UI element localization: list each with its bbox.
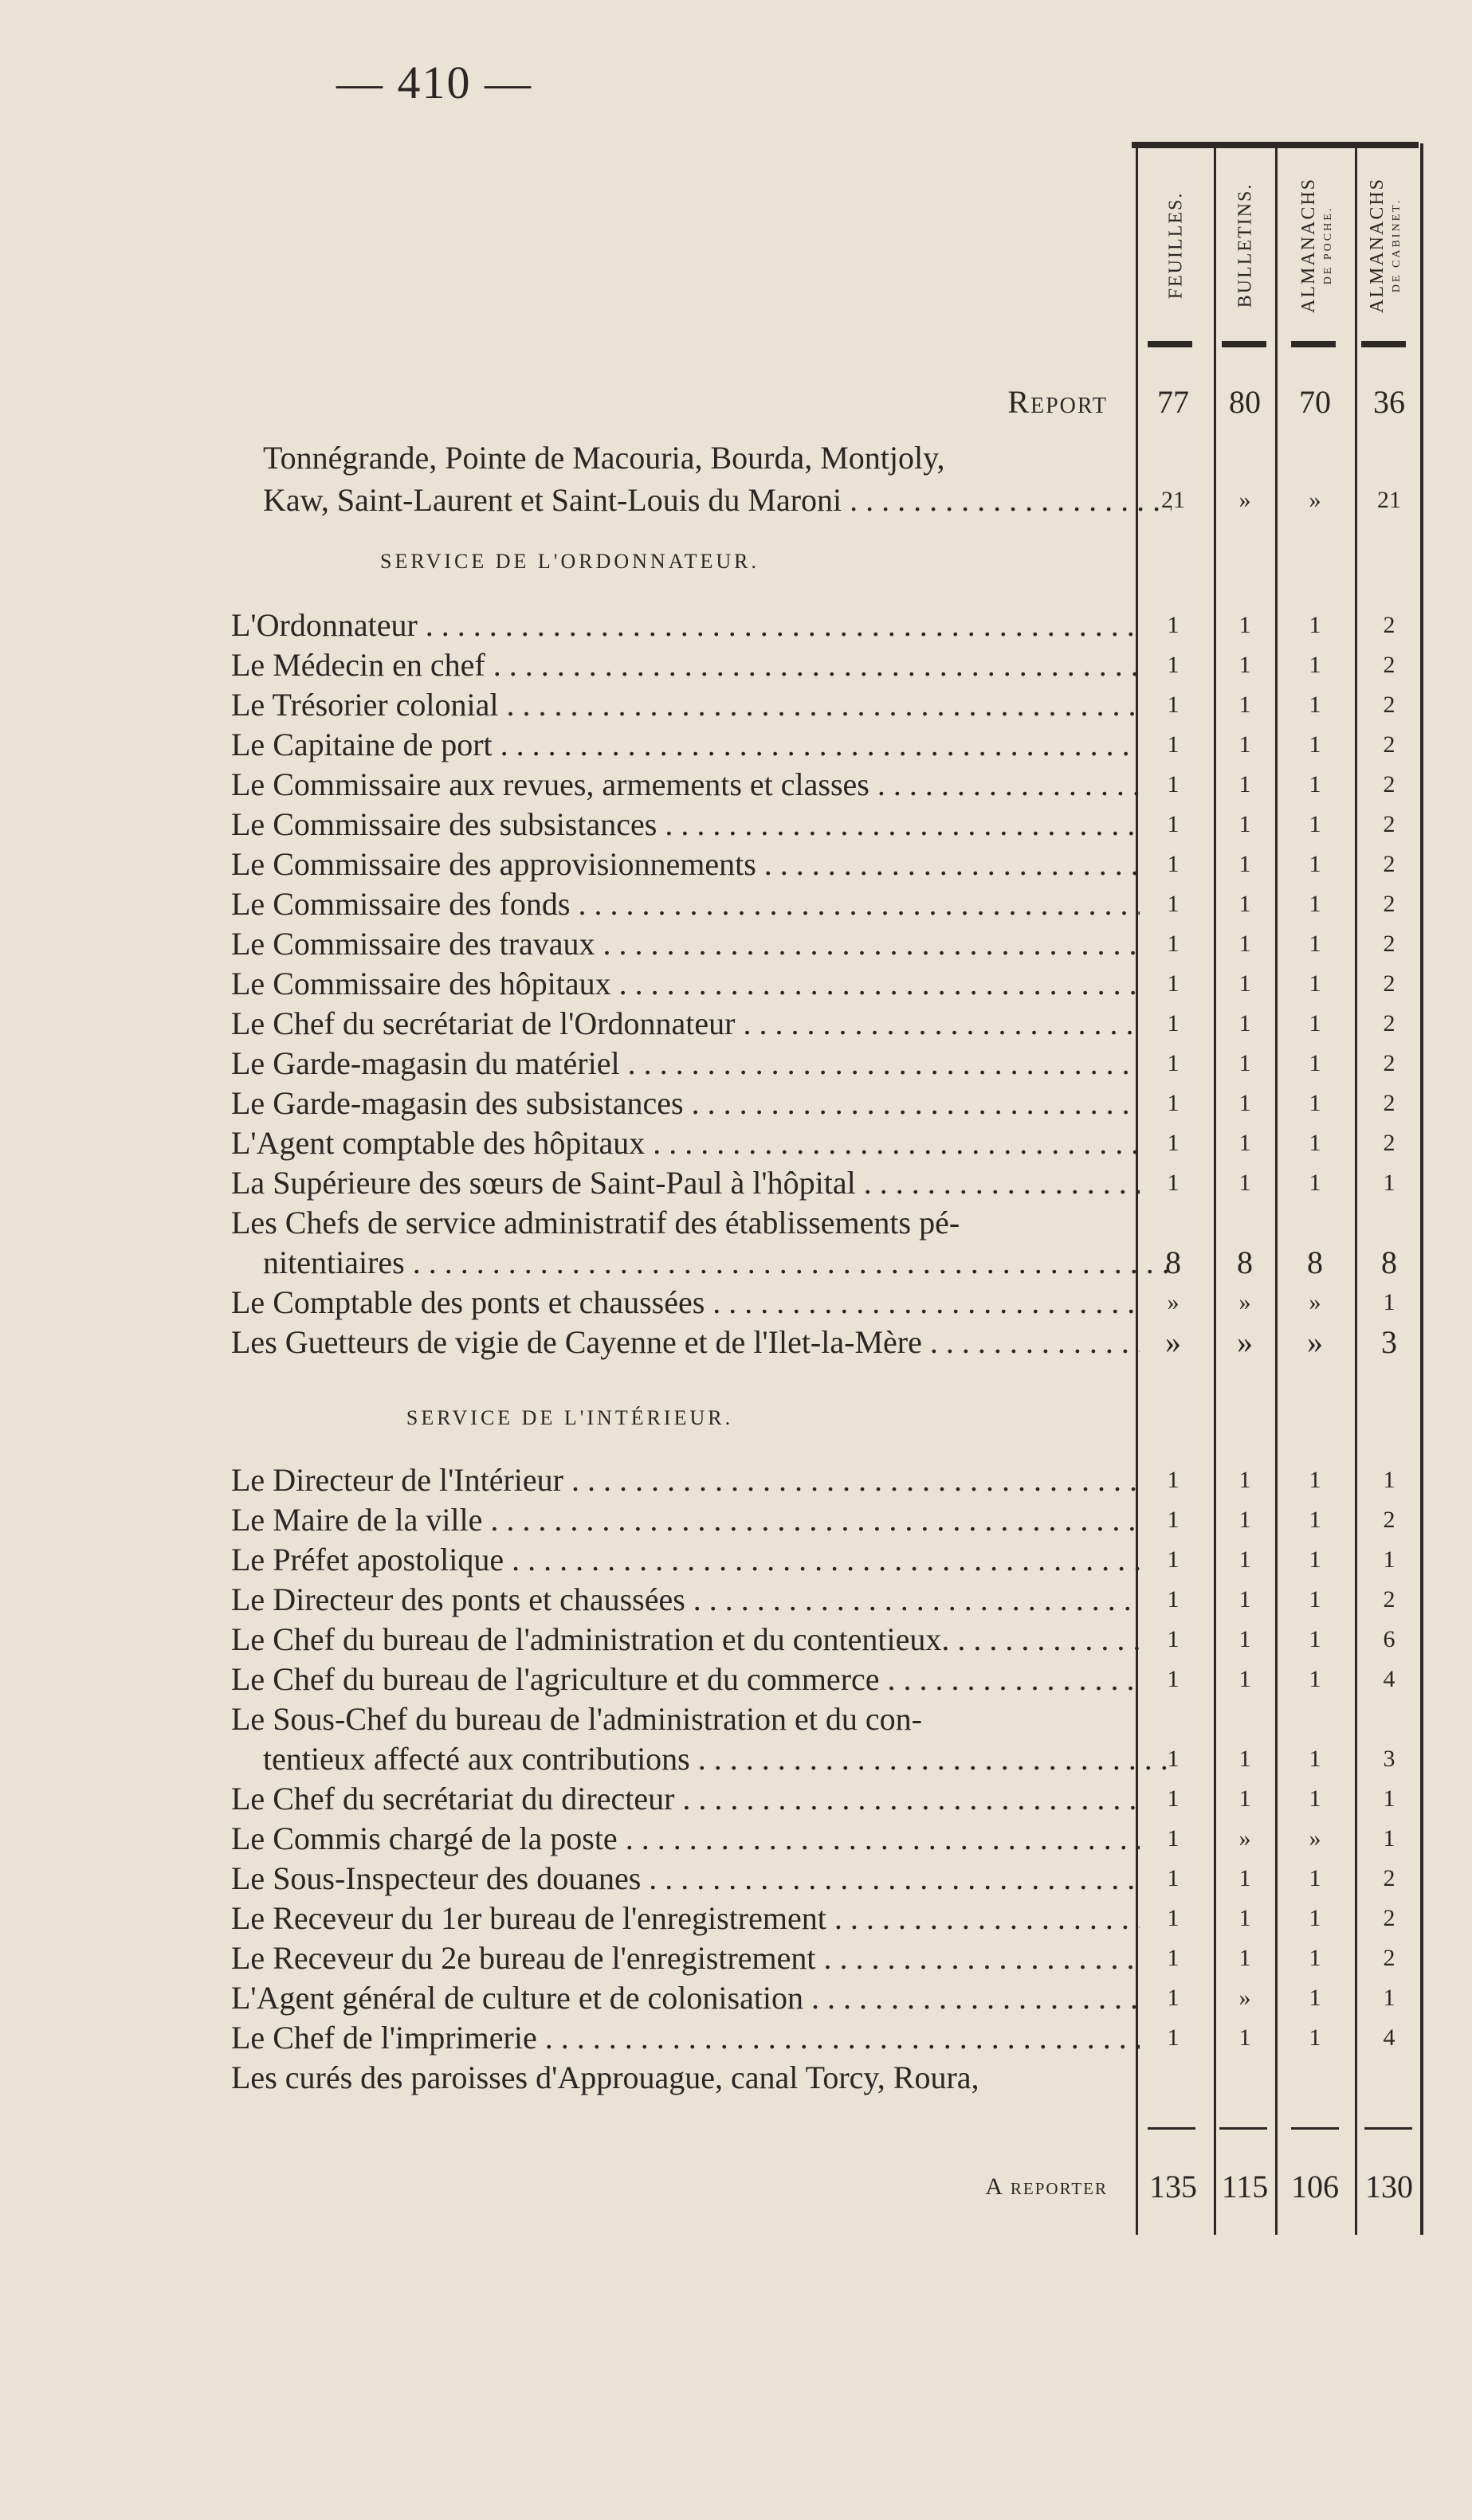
table-cell: » (1309, 1825, 1321, 1852)
row-label: L'Ordonnateur . . . (231, 606, 1140, 645)
table-cell: » (1238, 1825, 1251, 1852)
row-label: La Supérieure des sœurs de Saint-Paul à l'hôpital . . . (231, 1163, 1140, 1203)
row-label: Le Directeur des ponts et chaussées . . . (231, 1580, 1140, 1620)
table-cell: 1 (1309, 891, 1321, 917)
column-header-feuilles: FEUILLES. (1165, 191, 1187, 299)
report-label: Report (1007, 384, 1108, 420)
header-bar (1222, 341, 1266, 347)
row-label: Le Chef du bureau de l'administration et du contentieux. . . . (231, 1620, 1140, 1660)
row-label: Le Chef du bureau de l'agriculture et du commerce . . . (231, 1660, 1140, 1699)
table-cell: 1 (1238, 652, 1251, 678)
header-bar (1291, 341, 1336, 347)
row-label: Les Chefs de service administratif des établissements pé- (231, 1205, 960, 1240)
table-cell: 1 (1238, 1945, 1251, 1971)
table-cell: 1 (1238, 1467, 1251, 1493)
table-cell: 1 (1238, 1546, 1251, 1573)
row-label: Le Médecin en chef . . . (231, 645, 1140, 685)
row-label: Le Chef du secrétariat de l'Ordonnateur . . . (231, 1004, 1140, 1044)
table-cell: 2 (1383, 1945, 1395, 1971)
table-cell: 1 (1309, 1130, 1321, 1156)
table-cell: 1 (1383, 1546, 1395, 1573)
table-cell: 1 (1167, 1090, 1180, 1116)
table-cell: 1 (1238, 1785, 1251, 1812)
table-cell: 1 (1383, 1785, 1395, 1812)
table-cell: 1 (1383, 1170, 1395, 1196)
table-cell: 1 (1238, 851, 1251, 877)
table-cell: 1 (1309, 851, 1321, 877)
table-cell: 1 (1167, 771, 1180, 798)
table-cell: 1 (1238, 1626, 1251, 1652)
table-cell: 1 (1167, 1586, 1180, 1613)
table-cell: 1 (1309, 1050, 1321, 1076)
table-cell: 3 (1381, 1324, 1397, 1360)
row-label: Le Préfet apostolique . . . (231, 1540, 1140, 1580)
header-bar (1148, 341, 1192, 347)
table-cell: 1 (1309, 1945, 1321, 1971)
row-label: Le Sous-Inspecteur des douanes . . . (231, 1859, 1140, 1899)
table-cell: 1 (1238, 692, 1251, 718)
row-label: Le Commissaire des hôpitaux . . . (231, 964, 1140, 1004)
section-title: SERVICE DE L'ORDONNATEUR. (380, 550, 760, 573)
table-cell: 2 (1383, 731, 1395, 758)
table-cell: 1 (1238, 970, 1251, 997)
table-cell: 1 (1167, 1626, 1180, 1652)
table-cell: 1 (1167, 1746, 1180, 1772)
table-cell: 4 (1383, 2024, 1395, 2051)
table-cell: 2 (1383, 811, 1395, 837)
table-cell: 1 (1309, 1170, 1321, 1196)
table-cell: 1 (1238, 891, 1251, 917)
table-cell: 4 (1383, 1666, 1395, 1692)
row-label: L'Agent général de culture et de colonisation . . . (231, 1978, 1140, 2018)
table-cell: » (1238, 1289, 1251, 1315)
table-cell: 1 (1238, 771, 1251, 798)
row-label: Le Trésorier colonial . . . (231, 685, 1140, 725)
table-cell: 2 (1383, 652, 1395, 678)
table-cell: 2 (1383, 1865, 1395, 1891)
table-cell: 1 (1238, 1905, 1251, 1931)
table-cell: 2 (1383, 612, 1395, 638)
table-cell: 8 (1381, 1244, 1397, 1280)
table-cell: 1 (1167, 1507, 1180, 1533)
table-cell: » (1237, 1324, 1253, 1360)
row-label: Le Chef du secrétariat du directeur . . . (231, 1779, 1140, 1819)
row-label: Le Sous-Chef du bureau de l'administration et du con- (231, 1701, 922, 1737)
table-cell: 1 (1309, 1507, 1321, 1533)
table-cell: 1 (1309, 2024, 1321, 2051)
table-cell: » (1238, 487, 1251, 513)
table-cell: 2 (1383, 692, 1395, 718)
table-cell: 1 (1238, 1090, 1251, 1116)
row-label: Le Directeur de l'Intérieur . . . (231, 1460, 1140, 1500)
table-cell: 1 (1309, 1090, 1321, 1116)
table-cell: 115 (1221, 2169, 1269, 2205)
table-cell: 1 (1167, 970, 1180, 997)
table-cell: 1 (1167, 1130, 1180, 1156)
table-cell: 1 (1167, 1985, 1180, 2011)
table-cell: 1 (1167, 1010, 1180, 1037)
table-cell: 8 (1237, 1244, 1253, 1280)
table-cell: 1 (1167, 2024, 1180, 2051)
table-cell: 1 (1167, 1467, 1180, 1493)
row-label: Le Commissaire des approvisionnements . . . (231, 845, 1140, 884)
table-cell: 1 (1309, 1666, 1321, 1692)
table-cell: 2 (1383, 1130, 1395, 1156)
table-cell: » (1165, 1324, 1181, 1360)
table-cell: 36 (1373, 384, 1405, 420)
table-cell: 1 (1309, 1865, 1321, 1891)
row-label: Tonnégrande, Pointe de Macouria, Bourda, Montjoly, (263, 440, 945, 476)
table-cell: 2 (1383, 1010, 1395, 1037)
table-cell: 1 (1383, 1825, 1395, 1852)
table-cell: 1 (1309, 970, 1321, 997)
table-cell: 1 (1383, 1985, 1395, 2011)
table-cell: 1 (1238, 2024, 1251, 2051)
table-cell: 1 (1238, 1050, 1251, 1076)
table-cell: 1 (1383, 1289, 1395, 1315)
table-cell: 1 (1167, 891, 1180, 917)
row-label: Le Garde-magasin du matériel . . . (231, 1044, 1140, 1084)
table-cell: 1 (1238, 1746, 1251, 1772)
table-cell: 1 (1309, 731, 1321, 758)
table-cell: 1 (1167, 731, 1180, 758)
table-cell: 6 (1383, 1626, 1395, 1652)
table-cell: 21 (1377, 487, 1401, 513)
page-number: — 410 — (336, 57, 532, 108)
table-cell: » (1307, 1324, 1323, 1360)
table-cell: 3 (1383, 1746, 1395, 1772)
table-cell: 1 (1309, 1905, 1321, 1931)
row-label: Kaw, Saint-Laurent et Saint-Louis du Maroni . . . (263, 480, 1172, 520)
sum-rule (1364, 2127, 1412, 2130)
table-cell: » (1238, 1985, 1251, 2011)
table-cell: 1 (1238, 1507, 1251, 1533)
table-cell: 21 (1161, 487, 1185, 513)
table-cell: 1 (1238, 1130, 1251, 1156)
sum-rule (1219, 2127, 1267, 2130)
table-cell: 1 (1167, 1785, 1180, 1812)
table-cell: 1 (1309, 1985, 1321, 2011)
row-label: Les curés des paroisses d'Approuague, canal Torcy, Roura, (231, 2060, 979, 2095)
table-cell: 1 (1238, 612, 1251, 638)
table-cell: 1 (1383, 1467, 1395, 1493)
table-cell: 1 (1309, 771, 1321, 798)
row-label: tentieux affecté aux contributions . . . (263, 1739, 1172, 1779)
table-cell: 1 (1309, 1785, 1321, 1812)
table-cell: 1 (1309, 692, 1321, 718)
table-cell: 2 (1383, 1905, 1395, 1931)
table-cell: 1 (1167, 1865, 1180, 1891)
table-cell: 2 (1383, 1050, 1395, 1076)
row-label: Le Commis chargé de la poste . . . (231, 1819, 1140, 1859)
table-cell: 77 (1157, 384, 1189, 420)
table-cell: 1 (1309, 931, 1321, 957)
row-label: Le Commissaire aux revues, armements et classes . . . (231, 765, 1140, 805)
row-label: L'Agent comptable des hôpitaux . . . (231, 1123, 1140, 1163)
table-cell: 1 (1167, 1666, 1180, 1692)
table-cell: 106 (1291, 2169, 1339, 2205)
table-cell: 1 (1238, 1010, 1251, 1037)
row-label: Le Receveur du 2e bureau de l'enregistrement . . . (231, 1938, 1140, 1978)
column-header-almanachs-cabinet: ALMANACHS DE CABINET. (1367, 177, 1403, 313)
table-cell: 1 (1167, 652, 1180, 678)
row-label: nitentiaires . . . (263, 1243, 1172, 1283)
sum-rule (1148, 2127, 1195, 2130)
header-bar (1361, 341, 1406, 347)
row-label: Le Capitaine de port . . . (231, 725, 1140, 765)
table-cell: 2 (1383, 851, 1395, 877)
table-cell: 1 (1167, 1050, 1180, 1076)
table-cell: 1 (1167, 851, 1180, 877)
row-label: Le Commissaire des fonds . . . (231, 884, 1140, 924)
table-cell: 1 (1309, 811, 1321, 837)
table-cell: 2 (1383, 1090, 1395, 1116)
table-cell: 8 (1307, 1244, 1323, 1280)
table-cell: 1 (1238, 1170, 1251, 1196)
table-cell: 1 (1238, 1666, 1251, 1692)
row-label: Le Comptable des ponts et chaussées . . . (231, 1283, 1140, 1323)
table-cell: 1 (1309, 1546, 1321, 1573)
table-cell: » (1167, 1289, 1180, 1315)
table-cell: 1 (1309, 612, 1321, 638)
table-cell: 1 (1309, 1626, 1321, 1652)
table-cell: 1 (1167, 1825, 1180, 1852)
table-cell: 1 (1309, 1746, 1321, 1772)
table-cell: 135 (1149, 2169, 1197, 2205)
a-reporter-label: A reporter (985, 2173, 1108, 2200)
row-label: Les Guetteurs de vigie de Cayenne et de l'Ilet-la-Mère . . . (231, 1323, 1140, 1362)
row-label: Le Garde-magasin des subsistances . . . (231, 1084, 1140, 1123)
table-cell: 2 (1383, 891, 1395, 917)
table-cell: 1 (1167, 612, 1180, 638)
table-cell: 8 (1165, 1244, 1181, 1280)
sum-rule (1291, 2127, 1339, 2130)
table-cell: 1 (1167, 1170, 1180, 1196)
table-cell: 1 (1309, 1586, 1321, 1613)
table-cell: 1 (1309, 1467, 1321, 1493)
table-cell: » (1309, 487, 1321, 513)
row-label: Le Chef de l'imprimerie . . . (231, 2018, 1140, 2058)
table-cell: 2 (1383, 1507, 1395, 1533)
table-cell: 1 (1167, 1546, 1180, 1573)
table-cell: 1 (1238, 1865, 1251, 1891)
table-cell: 1 (1167, 811, 1180, 837)
column-header-bulletins: BULLETINS. (1235, 182, 1255, 308)
table-cell: 2 (1383, 771, 1395, 798)
table-cell: 1 (1238, 731, 1251, 758)
table-cell: 1 (1309, 1010, 1321, 1037)
row-label: Le Receveur du 1er bureau de l'enregistrement . . . (231, 1899, 1140, 1938)
table-cell: 70 (1299, 384, 1331, 420)
column-header-almanachs-poche: ALMANACHS DE POCHE. (1298, 177, 1335, 313)
table-cell: 1 (1238, 1586, 1251, 1613)
table-cell: 2 (1383, 1586, 1395, 1613)
table-cell: 2 (1383, 970, 1395, 997)
table-cell: 1 (1167, 1905, 1180, 1931)
table-cell: 1 (1167, 1945, 1180, 1971)
section-title: SERVICE DE L'INTÉRIEUR. (406, 1406, 734, 1429)
table-cell: 1 (1167, 692, 1180, 718)
row-label: Le Commissaire des travaux . . . (231, 924, 1140, 964)
table-cell: 2 (1383, 931, 1395, 957)
table-cell: 1 (1238, 811, 1251, 837)
row-label: Le Maire de la ville . . . (231, 1500, 1140, 1540)
table-cell: 130 (1365, 2169, 1413, 2205)
table-cell: » (1309, 1289, 1321, 1315)
row-label: Le Commissaire des subsistances . . . (231, 805, 1140, 845)
table-cell: 1 (1238, 931, 1251, 957)
table-cell: 1 (1167, 931, 1180, 957)
table-cell: 1 (1309, 652, 1321, 678)
table-cell: 80 (1229, 384, 1261, 420)
